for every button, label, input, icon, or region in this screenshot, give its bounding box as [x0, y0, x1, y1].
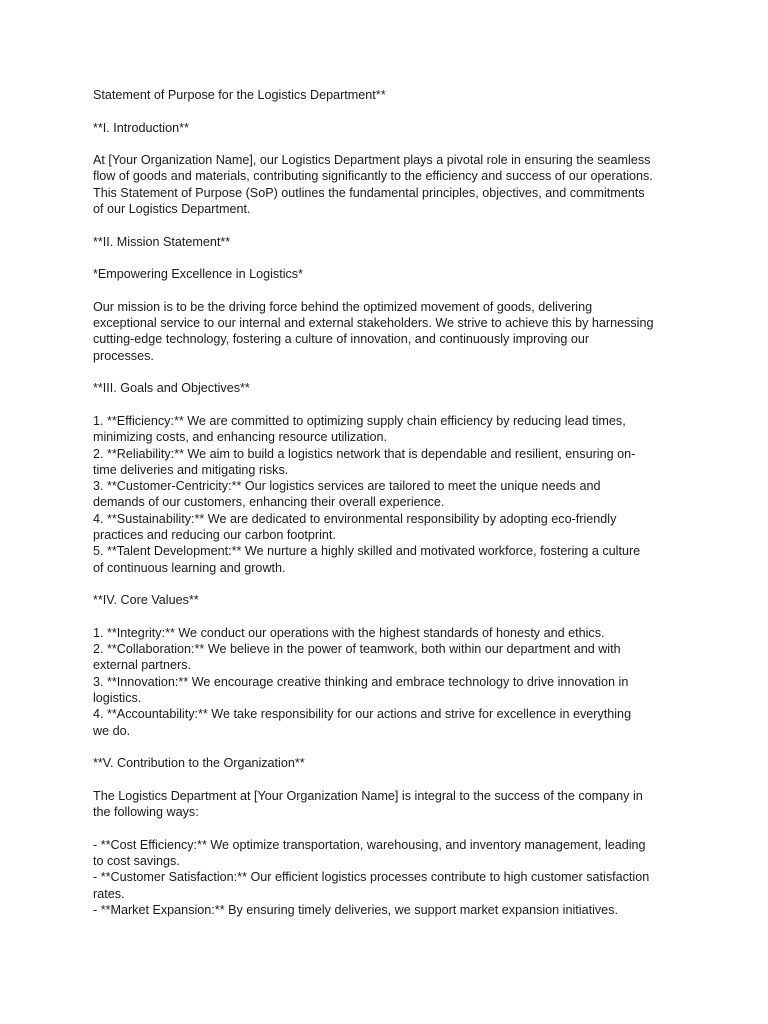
value-line: 3. **Innovation:** We encourage creative thinking and embrace technology to drive innovation in — [93, 674, 629, 689]
spacer — [93, 397, 683, 413]
intro-line: At [Your Organization Name], our Logistics Department plays a pivotal role in ensuring the seamless — [93, 153, 651, 168]
section-heading-mission: **II. Mission Statement** — [93, 234, 231, 249]
contribution-line: - **Cost Efficiency:** We optimize transportation, warehousing, and inventory management, leading — [93, 837, 646, 852]
goal-line: of continuous learning and growth. — [93, 560, 286, 575]
spacer — [93, 576, 683, 592]
value-line: 2. **Collaboration:** We believe in the power of teamwork, both within our department and with — [93, 642, 621, 657]
value-line: 4. **Accountability:** We take responsibility for our actions and strive for excellence in everything — [93, 707, 632, 722]
spacer — [93, 217, 683, 233]
mission-line: cutting-edge technology, fostering a culture of innovation, and continuously improving our — [93, 332, 590, 347]
goal-line: 2. **Reliability:** We aim to build a logistics network that is dependable and resilient, ensuring on- — [93, 446, 636, 461]
section-heading-contribution: **V. Contribution to the Organization** — [93, 756, 305, 771]
spacer — [93, 136, 683, 152]
intro-line: of our Logistics Department. — [93, 202, 251, 217]
goal-line: 4. **Sustainability:** We are dedicated to environmental responsibility by adopting eco-friendly — [93, 511, 617, 526]
spacer — [93, 103, 683, 119]
goal-line: 1. **Efficiency:** We are committed to optimizing supply chain efficiency by reducing lead times, — [93, 413, 626, 428]
spacer — [93, 283, 683, 299]
intro-line: This Statement of Purpose (SoP) outlines the fundamental principles, objectives, and commitments — [93, 185, 645, 200]
spacer — [93, 364, 683, 380]
document-title: Statement of Purpose for the Logistics Department** — [93, 88, 386, 102]
spacer — [93, 739, 683, 755]
mission-line: exceptional service to our internal and external stakeholders. We strive to achieve this by harnessing — [93, 316, 654, 331]
value-line: we do. — [93, 723, 131, 738]
spacer — [93, 771, 683, 787]
contribution-intro-line: the following ways: — [93, 805, 199, 820]
goal-line: 3. **Customer-Centricity:** Our logistics services are tailored to meet the unique needs and — [93, 479, 601, 494]
section-heading-core-values: **IV. Core Values** — [93, 593, 199, 608]
value-line: external partners. — [93, 658, 192, 673]
contribution-intro-line: The Logistics Department at [Your Organization Name] is integral to the success of the company in — [93, 788, 643, 803]
goal-line: practices and reducing our carbon footprint. — [93, 528, 336, 543]
mission-tagline: *Empowering Excellence in Logistics* — [93, 267, 303, 282]
goal-line: 5. **Talent Development:** We nurture a highly skilled and motivated workforce, fostering a culture — [93, 544, 641, 559]
section-heading-goals: **III. Goals and Objectives** — [93, 381, 250, 396]
contribution-line: - **Customer Satisfaction:** Our efficient logistics processes contribute to high customer satisfaction — [93, 870, 650, 885]
intro-line: flow of goods and materials, contributing significantly to the efficiency and success of our operations. — [93, 169, 653, 184]
contribution-line: - **Market Expansion:** By ensuring timely deliveries, we support market expansion initiatives. — [93, 902, 618, 917]
spacer — [93, 250, 683, 266]
mission-line: processes. — [93, 348, 154, 363]
section-heading-introduction: **I. Introduction** — [93, 120, 189, 135]
value-line: logistics. — [93, 690, 142, 705]
spacer — [93, 609, 683, 625]
goal-line: demands of our customers, enhancing their overall experience. — [93, 495, 445, 510]
goal-line: minimizing costs, and enhancing resource utilization. — [93, 430, 388, 445]
contribution-line: rates. — [93, 886, 125, 901]
mission-line: Our mission is to be the driving force behind the optimized movement of goods, delivering — [93, 299, 593, 314]
document-body — [93, 87, 683, 918]
spacer — [93, 820, 683, 836]
goal-line: time deliveries and mitigating risks. — [93, 462, 289, 477]
contribution-line: to cost savings. — [93, 853, 180, 868]
value-line: 1. **Integrity:** We conduct our operations with the highest standards of honesty and ethics. — [93, 625, 605, 640]
